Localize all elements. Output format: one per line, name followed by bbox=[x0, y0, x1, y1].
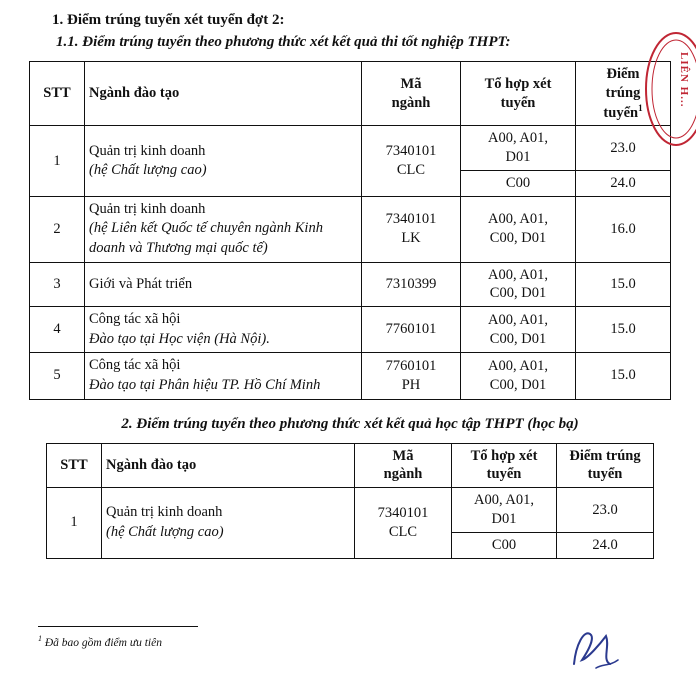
header-major-code bbox=[362, 62, 461, 126]
footnote-divider bbox=[38, 626, 198, 627]
row-combination-line1: C00 bbox=[505, 175, 531, 192]
row-combination-line2: C00, D01 bbox=[489, 285, 547, 302]
row-combination-line2: C00, D01 bbox=[489, 376, 547, 393]
table-row bbox=[47, 488, 654, 533]
row-major-sub: (hệ Chất lượng cao) bbox=[89, 162, 207, 179]
footnote bbox=[38, 634, 162, 649]
row-combination-line1: A00, A01, bbox=[487, 311, 549, 328]
table-row bbox=[30, 353, 671, 399]
row-combination-line2: D01 bbox=[491, 511, 517, 528]
row-combination-line1: A00, A01, bbox=[473, 492, 535, 509]
row-combination-line1: A00, A01, bbox=[487, 211, 549, 228]
section-1-sub-title: 1.1. Điểm trúng tuyển theo phương thức xét kết quả thi tốt nghiệp THPT: bbox=[56, 34, 511, 50]
row-stt: 2 bbox=[30, 196, 85, 262]
row-combination bbox=[461, 196, 576, 262]
row-major-code-sub: CLC bbox=[396, 162, 426, 179]
header-combination-line1: Tổ hợp xét bbox=[484, 75, 552, 92]
row-stt: 5 bbox=[30, 353, 85, 399]
row-combination bbox=[461, 353, 576, 399]
row-combination-line1: A00, A01, bbox=[487, 130, 549, 147]
row-score: 23.0 bbox=[557, 488, 654, 533]
section-1-title: 1. Điểm trúng tuyển xét tuyển đợt 2: bbox=[52, 12, 285, 28]
header-score-line1: Điểm bbox=[606, 66, 640, 82]
header-combination bbox=[461, 62, 576, 126]
row-combination-line2: D01 bbox=[505, 149, 531, 166]
row-stt: 1 bbox=[47, 488, 102, 559]
header-score-line2: trúng bbox=[605, 84, 641, 101]
row-combination bbox=[461, 171, 576, 197]
row-major-main: Quản trị kinh doanh bbox=[89, 200, 206, 217]
row-major-sub: (hệ Liên kết Quốc tế chuyên ngành Kinh doanh và Thương mại quốc tế) bbox=[89, 220, 323, 257]
row-major-code-main: 7310399 bbox=[385, 276, 437, 292]
row-major-main: Quản trị kinh doanh bbox=[106, 504, 223, 521]
header-score-line1: Điểm trúng bbox=[569, 447, 641, 464]
row-major-main: Quản trị kinh doanh bbox=[89, 142, 206, 159]
row-combination-line1: A00, A01, bbox=[487, 266, 549, 283]
row-major-code-main: 7760101 bbox=[385, 358, 437, 375]
footnote-text: Đã bao gồm điểm ưu tiên bbox=[44, 636, 162, 649]
row-combination bbox=[461, 307, 576, 353]
row-score: 15.0 bbox=[576, 262, 671, 307]
header-score-line3 bbox=[580, 103, 666, 123]
row-major bbox=[85, 126, 362, 197]
row-major-code bbox=[362, 307, 461, 353]
header-major-code bbox=[355, 443, 452, 488]
row-major-code-main: 7340101 bbox=[385, 211, 437, 228]
row-major-code bbox=[362, 353, 461, 399]
table-header-row bbox=[47, 443, 654, 488]
row-stt: 1 bbox=[30, 126, 85, 197]
header-combination bbox=[452, 443, 557, 488]
table-row bbox=[30, 262, 671, 307]
header-major: Ngành đào tạo bbox=[85, 62, 362, 126]
header-major-code-line2: ngành bbox=[383, 466, 423, 483]
header-score bbox=[557, 443, 654, 488]
row-major-main: Giới và Phát triển bbox=[89, 275, 193, 292]
row-combination-line1: C00 bbox=[491, 536, 517, 553]
table-row bbox=[30, 307, 671, 353]
row-major-main: Công tác xã hội bbox=[89, 311, 181, 328]
row-major bbox=[85, 353, 362, 399]
row-stt: 3 bbox=[30, 262, 85, 307]
row-score: 23.0 bbox=[576, 126, 671, 171]
header-score-line3-text: tuyển bbox=[603, 104, 639, 121]
row-combination-line1: A00, A01, bbox=[487, 358, 549, 375]
row-major bbox=[102, 488, 355, 559]
header-score bbox=[576, 62, 671, 126]
signature-mark bbox=[566, 624, 626, 672]
row-major-code-sub: PH bbox=[401, 376, 421, 393]
header-major-code-line1: Mã bbox=[400, 75, 422, 92]
row-stt: 4 bbox=[30, 307, 85, 353]
table-row bbox=[30, 126, 671, 171]
row-major-code bbox=[355, 488, 452, 559]
header-major-code-line2: ngành bbox=[391, 94, 431, 111]
header-score-line2: tuyển bbox=[587, 466, 623, 483]
row-score: 15.0 bbox=[576, 307, 671, 353]
row-major-sub: (hệ Chất lượng cao) bbox=[106, 523, 224, 540]
stamp-label: LIÊN H... bbox=[678, 52, 690, 108]
row-major-code bbox=[362, 126, 461, 197]
row-major bbox=[85, 307, 362, 353]
header-major-code-line1: Mã bbox=[392, 447, 414, 464]
document-page bbox=[0, 12, 700, 683]
row-combination bbox=[452, 532, 557, 558]
row-score: 24.0 bbox=[576, 171, 671, 197]
row-combination-line2: C00, D01 bbox=[489, 330, 547, 347]
row-score: 16.0 bbox=[576, 196, 671, 262]
row-major-sub: Đào tạo tại Phân hiệu TP. Hồ Chí Minh bbox=[89, 376, 321, 393]
header-stt: STT bbox=[47, 443, 102, 488]
footnote-marker: 1 bbox=[38, 634, 42, 643]
header-combination-line2: tuyển bbox=[500, 94, 536, 111]
row-major-code bbox=[362, 196, 461, 262]
header-combination-line1: Tổ hợp xét bbox=[470, 447, 538, 464]
row-major-code-sub: LK bbox=[401, 230, 421, 247]
row-major bbox=[85, 262, 362, 307]
row-major-code-main: 7340101 bbox=[377, 505, 429, 522]
row-major-sub: Đào tạo tại Học viện (Hà Nội). bbox=[89, 330, 270, 347]
row-major bbox=[85, 196, 362, 262]
row-major-code-sub: CLC bbox=[388, 523, 418, 540]
admission-scores-table-exam bbox=[29, 61, 671, 400]
row-major-code-main: 7340101 bbox=[385, 143, 437, 160]
header-major: Ngành đào tạo bbox=[102, 443, 355, 488]
row-score: 15.0 bbox=[576, 353, 671, 399]
header-combination-line2: tuyển bbox=[486, 466, 522, 483]
row-major-main: Công tác xã hội bbox=[89, 357, 181, 374]
header-score-footnote-marker: 1 bbox=[638, 102, 643, 113]
table-header-row bbox=[30, 62, 671, 126]
row-combination bbox=[452, 488, 557, 533]
row-combination bbox=[461, 262, 576, 307]
row-combination-line2: C00, D01 bbox=[489, 230, 547, 247]
header-stt: STT bbox=[30, 62, 85, 126]
admission-scores-table-transcript bbox=[46, 443, 654, 559]
row-score: 24.0 bbox=[557, 532, 654, 558]
table-row bbox=[30, 196, 671, 262]
row-major-code bbox=[362, 262, 461, 307]
row-combination bbox=[461, 126, 576, 171]
row-major-code-main: 7760101 bbox=[385, 321, 437, 338]
section-2-title: 2. Điểm trúng tuyển theo phương thức xét kết quả học tập THPT (học bạ) bbox=[121, 415, 579, 432]
